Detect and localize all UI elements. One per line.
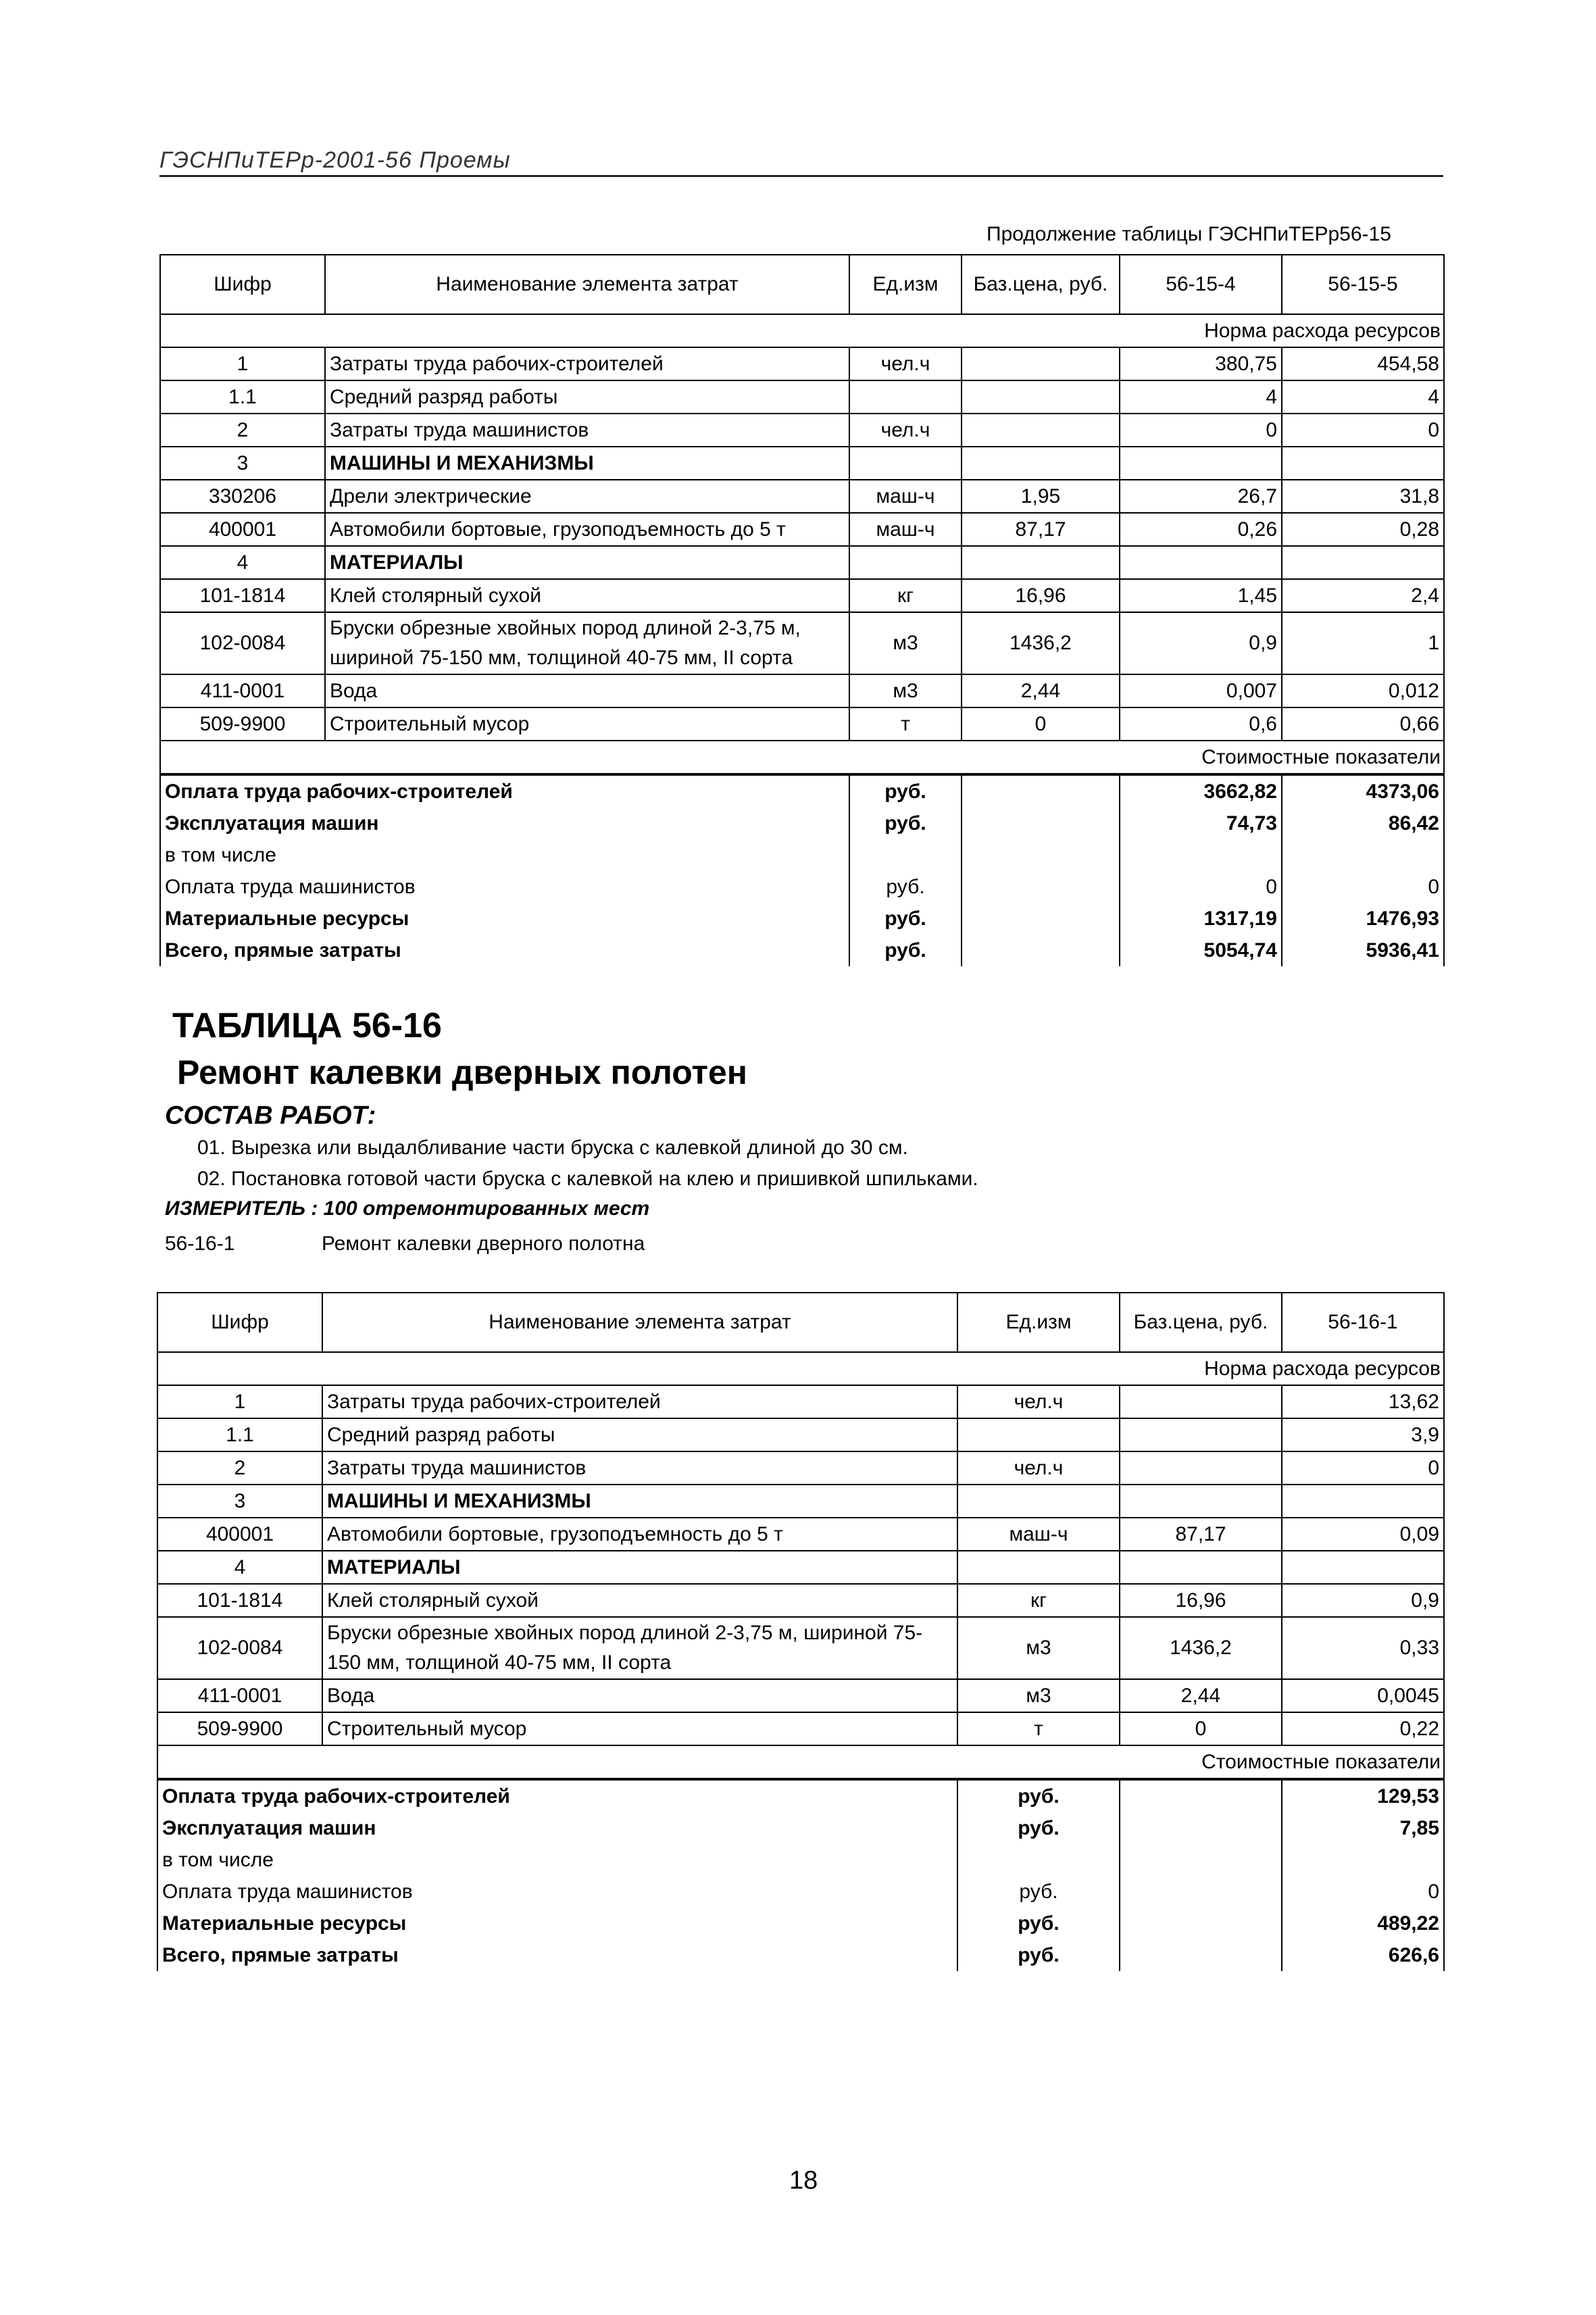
summary-label: Эксплуатация машин bbox=[157, 1812, 957, 1844]
name-cell: Затраты труда машинистов bbox=[322, 1451, 957, 1485]
measurement-unit: ИЗМЕРИТЕЛЬ : 100 отремонтированных мест bbox=[165, 1197, 650, 1220]
value-cell: 0,22 bbox=[1282, 1712, 1444, 1745]
price-cell: 0 bbox=[962, 707, 1120, 741]
code-cell: 411-0001 bbox=[160, 674, 325, 707]
name-cell: Затраты труда машинистов bbox=[325, 414, 849, 447]
work-operation-1: 01. Вырезка или выдалбливание части бруска с калевкой длиной до 30 см. bbox=[197, 1137, 908, 1159]
unit-cell: чел.ч bbox=[957, 1451, 1120, 1485]
section-label-row bbox=[160, 741, 1444, 774]
table-row bbox=[160, 447, 1444, 480]
price-cell bbox=[1120, 1485, 1282, 1518]
price-cell bbox=[962, 414, 1120, 447]
name-cell: Автомобили бортовые, грузоподъемность до 5 т bbox=[322, 1518, 957, 1551]
unit-cell bbox=[849, 447, 962, 480]
unit-cell: т bbox=[957, 1712, 1120, 1745]
value-cell: 380,75 bbox=[1120, 347, 1282, 380]
summary-empty bbox=[1120, 1844, 1282, 1876]
summary-value: 7,85 bbox=[1282, 1812, 1444, 1844]
price-cell: 16,96 bbox=[962, 579, 1120, 612]
summary-row bbox=[157, 1844, 1444, 1876]
value-cell bbox=[1282, 546, 1444, 579]
value-cell bbox=[1282, 1551, 1444, 1584]
summary-value: 129,53 bbox=[1282, 1779, 1444, 1812]
summary-unit: руб. bbox=[849, 807, 962, 839]
summary-empty bbox=[962, 774, 1120, 807]
unit-cell: т bbox=[849, 707, 962, 741]
value-cell: 454,58 bbox=[1282, 347, 1444, 380]
price-cell: 2,44 bbox=[1120, 1679, 1282, 1712]
name-cell: Дрели электрические bbox=[325, 480, 849, 513]
header-cell: Ед.изм bbox=[849, 255, 962, 314]
code-cell: 4 bbox=[160, 546, 325, 579]
summary-row bbox=[157, 1812, 1444, 1844]
value-cell: 0,6 bbox=[1120, 707, 1282, 741]
summary-label: Оплата труда машинистов bbox=[160, 871, 849, 903]
resource-table-56-16 bbox=[157, 1292, 1445, 1971]
name-cell: Клей столярный сухой bbox=[325, 579, 849, 612]
header-cell: Наименование элемента затрат bbox=[322, 1293, 957, 1352]
price-cell: 87,17 bbox=[962, 513, 1120, 546]
summary-unit: руб. bbox=[849, 774, 962, 807]
price-cell: 87,17 bbox=[1120, 1518, 1282, 1551]
summary-row bbox=[157, 1908, 1444, 1939]
header-cell: Наименование элемента затрат bbox=[325, 255, 849, 314]
value-cell: 2,4 bbox=[1282, 579, 1444, 612]
summary-row bbox=[157, 1876, 1444, 1908]
summary-row bbox=[160, 839, 1444, 871]
value-cell: 0,9 bbox=[1282, 1584, 1444, 1617]
value-cell bbox=[1282, 447, 1444, 480]
unit-cell: маш-ч bbox=[957, 1518, 1120, 1551]
table-row bbox=[157, 1617, 1444, 1679]
name-cell: Средний разряд работы bbox=[325, 380, 849, 414]
name-cell: Средний разряд работы bbox=[322, 1418, 957, 1451]
summary-value: 1317,19 bbox=[1120, 903, 1282, 935]
table-row bbox=[157, 1385, 1444, 1418]
price-cell: 1436,2 bbox=[1120, 1617, 1282, 1679]
unit-cell bbox=[957, 1418, 1120, 1451]
name-cell: МАШИНЫ И МЕХАНИЗМЫ bbox=[322, 1485, 957, 1518]
unit-cell: м3 bbox=[849, 612, 962, 674]
header-cell: Шифр bbox=[157, 1293, 322, 1352]
summary-label: Материальные ресурсы bbox=[160, 903, 849, 935]
code-cell: 509-9900 bbox=[160, 707, 325, 741]
value-cell: 0,28 bbox=[1282, 513, 1444, 546]
table-subtitle: Ремонт калевки дверных полотен bbox=[177, 1053, 747, 1091]
summary-unit bbox=[957, 1844, 1120, 1876]
header-cell: Баз.цена, руб. bbox=[1120, 1293, 1282, 1352]
code-cell: 1 bbox=[157, 1385, 322, 1418]
summary-value: 1476,93 bbox=[1282, 903, 1444, 935]
table-row bbox=[160, 480, 1444, 513]
work-composition-heading: СОСТАВ РАБОТ: bbox=[165, 1101, 376, 1130]
name-cell: Автомобили бортовые, грузоподъемность до 5 т bbox=[325, 513, 849, 546]
code-cell: 411-0001 bbox=[157, 1679, 322, 1712]
summary-unit: руб. bbox=[849, 903, 962, 935]
summary-value: 74,73 bbox=[1120, 807, 1282, 839]
summary-unit: руб. bbox=[957, 1908, 1120, 1939]
cost-label: Стоимостные показатели bbox=[157, 1745, 1444, 1779]
value-cell: 0,007 bbox=[1120, 674, 1282, 707]
summary-value: 86,42 bbox=[1282, 807, 1444, 839]
summary-unit: руб. bbox=[957, 1812, 1120, 1844]
summary-value: 0 bbox=[1120, 871, 1282, 903]
summary-label: Оплата труда рабочих-строителей bbox=[160, 774, 849, 807]
value-cell: 0,66 bbox=[1282, 707, 1444, 741]
name-cell: МАТЕРИАЛЫ bbox=[325, 546, 849, 579]
summary-label: в том числе bbox=[160, 839, 849, 871]
table-row bbox=[157, 1485, 1444, 1518]
name-cell: Клей столярный сухой bbox=[322, 1584, 957, 1617]
summary-value bbox=[1120, 839, 1282, 871]
unit-cell bbox=[957, 1485, 1120, 1518]
price-cell: 0 bbox=[1120, 1712, 1282, 1745]
header-row bbox=[157, 1293, 1444, 1352]
name-cell: МАШИНЫ И МЕХАНИЗМЫ bbox=[325, 447, 849, 480]
value-cell: 0,012 bbox=[1282, 674, 1444, 707]
price-cell: 1,95 bbox=[962, 480, 1120, 513]
summary-label: Всего, прямые затраты bbox=[160, 935, 849, 966]
header-cell: Ед.изм bbox=[957, 1293, 1120, 1352]
code-cell: 2 bbox=[157, 1451, 322, 1485]
summary-row bbox=[157, 1939, 1444, 1971]
summary-value: 489,22 bbox=[1282, 1908, 1444, 1939]
summary-empty bbox=[1120, 1779, 1282, 1812]
value-cell: 4 bbox=[1282, 380, 1444, 414]
table-row bbox=[157, 1584, 1444, 1617]
table-row bbox=[160, 612, 1444, 674]
value-cell: 0 bbox=[1282, 1451, 1444, 1485]
name-cell: Бруски обрезные хвойных пород длиной 2-3,75 м, шириной 75-150 мм, толщиной 40-75 мм, II сорта bbox=[325, 612, 849, 674]
value-cell: 31,8 bbox=[1282, 480, 1444, 513]
code-cell: 400001 bbox=[157, 1518, 322, 1551]
resource-table-56-15 bbox=[159, 254, 1445, 966]
code-cell: 2 bbox=[160, 414, 325, 447]
value-cell: 0,33 bbox=[1282, 1617, 1444, 1679]
value-cell: 0,09 bbox=[1282, 1518, 1444, 1551]
value-cell: 3,9 bbox=[1282, 1418, 1444, 1451]
summary-label: Оплата труда машинистов bbox=[157, 1876, 957, 1908]
summary-unit: руб. bbox=[957, 1876, 1120, 1908]
unit-cell: чел.ч bbox=[849, 347, 962, 380]
work-code-name: Ремонт калевки дверного полотна bbox=[322, 1233, 645, 1255]
name-cell: Строительный мусор bbox=[325, 707, 849, 741]
summary-unit: руб. bbox=[849, 871, 962, 903]
unit-cell: м3 bbox=[957, 1679, 1120, 1712]
summary-value: 5936,41 bbox=[1282, 935, 1444, 966]
summary-row bbox=[160, 807, 1444, 839]
header-cell: 56-16-1 bbox=[1282, 1293, 1444, 1352]
summary-row bbox=[160, 935, 1444, 966]
price-cell bbox=[962, 447, 1120, 480]
table-continuation-title: Продолжение таблицы ГЭСНПиТЕРр56-15 bbox=[987, 223, 1391, 245]
table-row bbox=[157, 1518, 1444, 1551]
name-cell: Затраты труда рабочих-строителей bbox=[325, 347, 849, 380]
summary-label: Эксплуатация машин bbox=[160, 807, 849, 839]
table-title: ТАБЛИЦА 56-16 bbox=[172, 1006, 442, 1045]
work-operation-2: 02. Постановка готовой части бруска с калевкой на клею и пришивкой шпильками. bbox=[197, 1168, 978, 1190]
unit-cell bbox=[849, 546, 962, 579]
summary-unit bbox=[849, 839, 962, 871]
unit-cell bbox=[957, 1551, 1120, 1584]
name-cell: Затраты труда рабочих-строителей bbox=[322, 1385, 957, 1418]
code-cell: 3 bbox=[160, 447, 325, 480]
unit-cell: кг bbox=[957, 1584, 1120, 1617]
summary-value: 626,6 bbox=[1282, 1939, 1444, 1971]
table-row bbox=[157, 1418, 1444, 1451]
name-cell: Вода bbox=[322, 1679, 957, 1712]
summary-label: Материальные ресурсы bbox=[157, 1908, 957, 1939]
summary-value: 0 bbox=[1282, 871, 1444, 903]
code-cell: 400001 bbox=[160, 513, 325, 546]
header-cell: 56-15-4 bbox=[1120, 255, 1282, 314]
unit-cell: чел.ч bbox=[957, 1385, 1120, 1418]
value-cell bbox=[1120, 546, 1282, 579]
table-row bbox=[160, 347, 1444, 380]
price-cell bbox=[962, 546, 1120, 579]
unit-cell: чел.ч bbox=[849, 414, 962, 447]
code-cell: 102-0084 bbox=[160, 612, 325, 674]
price-cell bbox=[1120, 1551, 1282, 1584]
summary-empty bbox=[962, 839, 1120, 871]
table-row bbox=[157, 1679, 1444, 1712]
summary-empty bbox=[1120, 1939, 1282, 1971]
table-row bbox=[160, 513, 1444, 546]
summary-empty bbox=[962, 903, 1120, 935]
name-cell: МАТЕРИАЛЫ bbox=[322, 1551, 957, 1584]
unit-cell: м3 bbox=[849, 674, 962, 707]
name-cell: Бруски обрезные хвойных пород длиной 2-3,75 м, шириной 75-150 мм, толщиной 40-75 мм, II сорта bbox=[322, 1617, 957, 1679]
price-cell: 16,96 bbox=[1120, 1584, 1282, 1617]
table-row bbox=[160, 414, 1444, 447]
summary-empty bbox=[962, 807, 1120, 839]
code-cell: 1 bbox=[160, 347, 325, 380]
value-cell: 26,7 bbox=[1120, 480, 1282, 513]
table-row bbox=[160, 380, 1444, 414]
summary-value bbox=[1282, 839, 1444, 871]
summary-label: Оплата труда рабочих-строителей bbox=[157, 1779, 957, 1812]
price-cell bbox=[962, 380, 1120, 414]
summary-unit: руб. bbox=[957, 1779, 1120, 1812]
summary-value bbox=[1282, 1844, 1444, 1876]
name-cell: Вода bbox=[325, 674, 849, 707]
table-row bbox=[160, 579, 1444, 612]
value-cell: 0,0045 bbox=[1282, 1679, 1444, 1712]
code-cell: 4 bbox=[157, 1551, 322, 1584]
summary-empty bbox=[962, 935, 1120, 966]
table-row bbox=[160, 546, 1444, 579]
unit-cell bbox=[849, 380, 962, 414]
summary-value: 0 bbox=[1282, 1876, 1444, 1908]
page-number: 18 bbox=[789, 2166, 818, 2195]
unit-cell: маш-ч bbox=[849, 513, 962, 546]
code-cell: 101-1814 bbox=[160, 579, 325, 612]
summary-empty bbox=[1120, 1876, 1282, 1908]
work-code-line bbox=[165, 1233, 645, 1255]
summary-unit: руб. bbox=[849, 935, 962, 966]
table-row bbox=[160, 707, 1444, 741]
header-cell: Шифр bbox=[160, 255, 325, 314]
value-cell: 1 bbox=[1282, 612, 1444, 674]
value-cell: 13,62 bbox=[1282, 1385, 1444, 1418]
unit-cell: м3 bbox=[957, 1617, 1120, 1679]
summary-value: 4373,06 bbox=[1282, 774, 1444, 807]
document-header: ГЭСНПиТЕРр-2001-56 Проемы bbox=[159, 147, 1443, 177]
summary-row bbox=[157, 1779, 1444, 1812]
value-cell: 0,9 bbox=[1120, 612, 1282, 674]
summary-label: в том числе bbox=[157, 1844, 957, 1876]
summary-row bbox=[160, 903, 1444, 935]
value-cell: 1,45 bbox=[1120, 579, 1282, 612]
work-code: 56-16-1 bbox=[165, 1233, 235, 1255]
norm-label: Норма расхода ресурсов bbox=[157, 1352, 1444, 1385]
price-cell bbox=[1120, 1385, 1282, 1418]
summary-unit: руб. bbox=[957, 1939, 1120, 1971]
code-cell: 101-1814 bbox=[157, 1584, 322, 1617]
code-cell: 509-9900 bbox=[157, 1712, 322, 1745]
code-cell: 330206 bbox=[160, 480, 325, 513]
unit-cell: кг bbox=[849, 579, 962, 612]
header-cell: Баз.цена, руб. bbox=[962, 255, 1120, 314]
price-cell bbox=[962, 347, 1120, 380]
value-cell: 0 bbox=[1120, 414, 1282, 447]
norm-label: Норма расхода ресурсов bbox=[160, 314, 1444, 347]
value-cell: 0 bbox=[1282, 414, 1444, 447]
code-cell: 1.1 bbox=[157, 1418, 322, 1451]
price-cell: 1436,2 bbox=[962, 612, 1120, 674]
cost-label: Стоимостные показатели bbox=[160, 741, 1444, 774]
summary-empty bbox=[1120, 1908, 1282, 1939]
value-cell bbox=[1282, 1485, 1444, 1518]
summary-row bbox=[160, 871, 1444, 903]
summary-empty bbox=[962, 871, 1120, 903]
name-cell: Строительный мусор bbox=[322, 1712, 957, 1745]
table-row bbox=[157, 1712, 1444, 1745]
value-cell: 4 bbox=[1120, 380, 1282, 414]
unit-cell: маш-ч bbox=[849, 480, 962, 513]
summary-label: Всего, прямые затраты bbox=[157, 1939, 957, 1971]
table-row bbox=[157, 1451, 1444, 1485]
price-cell: 2,44 bbox=[962, 674, 1120, 707]
code-cell: 1.1 bbox=[160, 380, 325, 414]
code-cell: 3 bbox=[157, 1485, 322, 1518]
table-row bbox=[157, 1551, 1444, 1584]
section-label-row bbox=[157, 1745, 1444, 1779]
code-cell: 102-0084 bbox=[157, 1617, 322, 1679]
value-cell: 0,26 bbox=[1120, 513, 1282, 546]
summary-empty bbox=[1120, 1812, 1282, 1844]
price-cell bbox=[1120, 1451, 1282, 1485]
price-cell bbox=[1120, 1418, 1282, 1451]
section-label-row bbox=[160, 314, 1444, 347]
summary-value: 5054,74 bbox=[1120, 935, 1282, 966]
summary-value: 3662,82 bbox=[1120, 774, 1282, 807]
value-cell bbox=[1120, 447, 1282, 480]
section-label-row bbox=[157, 1352, 1444, 1385]
header-cell: 56-15-5 bbox=[1282, 255, 1444, 314]
summary-row bbox=[160, 774, 1444, 807]
header-row bbox=[160, 255, 1444, 314]
table-row bbox=[160, 674, 1444, 707]
